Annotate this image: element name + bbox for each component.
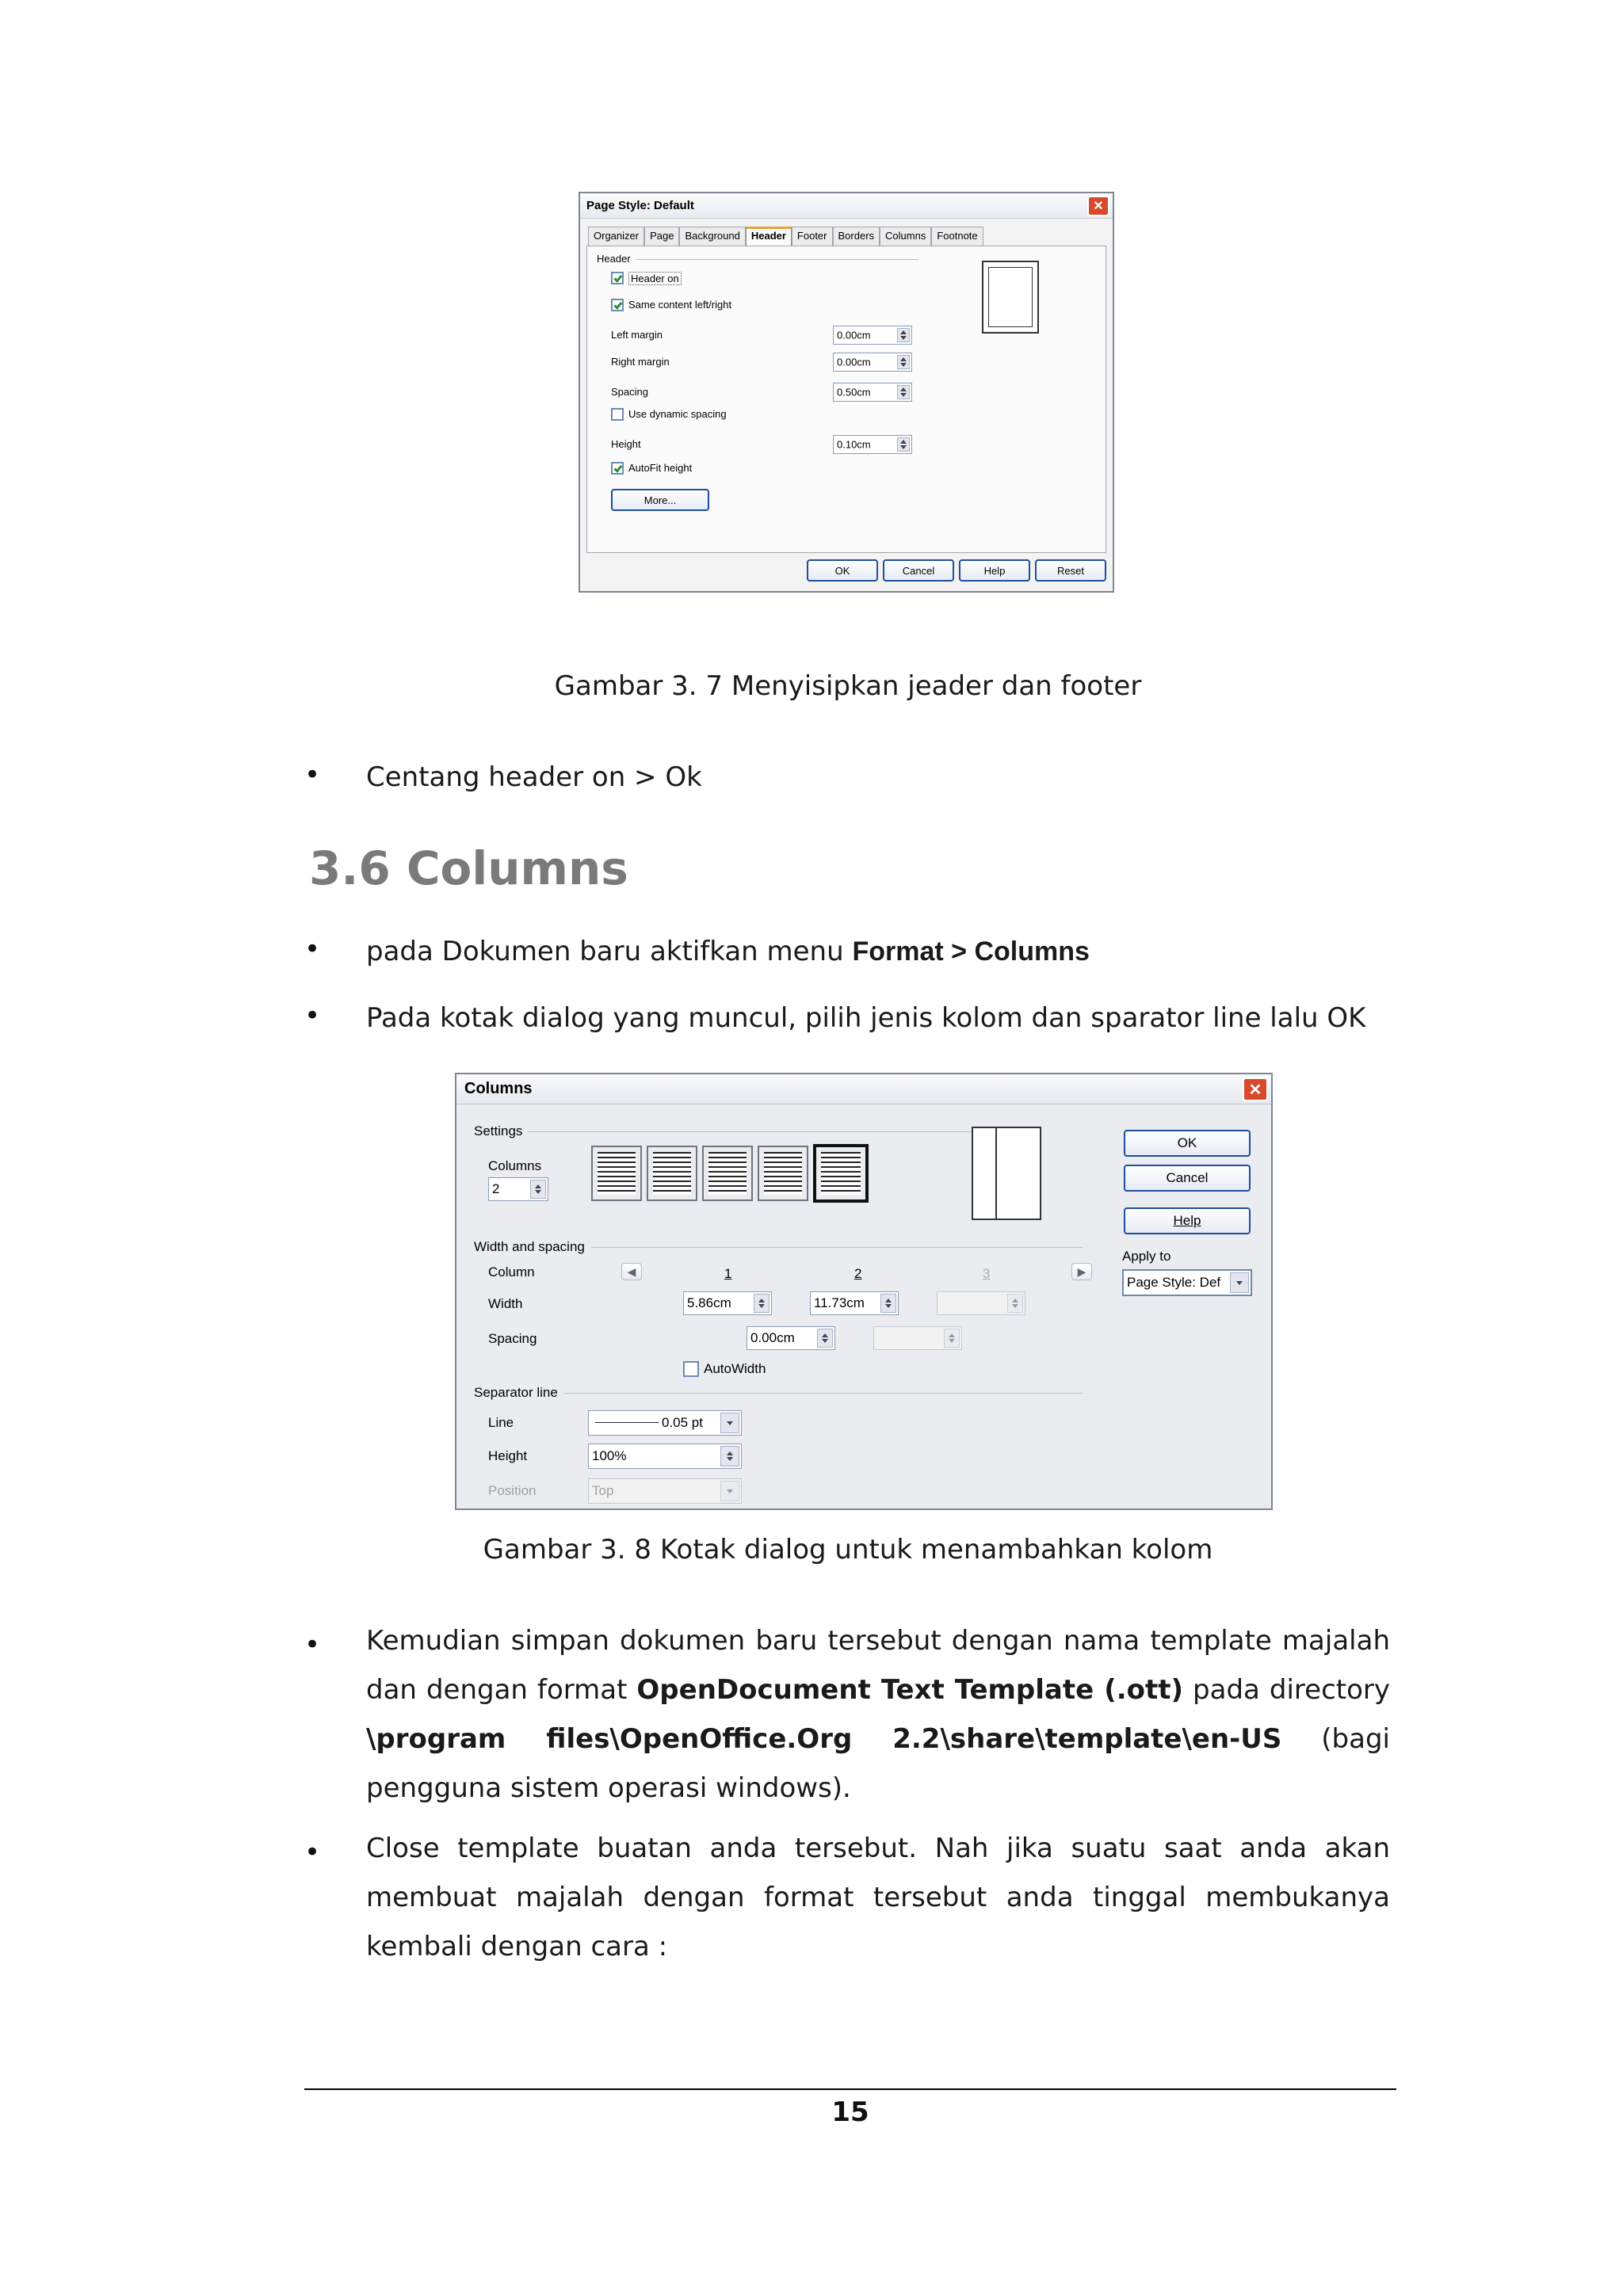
settings-group-line bbox=[528, 1131, 1003, 1132]
figure-caption-1: Gambar 3. 7 Menyisipkan jeader dan footer bbox=[554, 670, 1142, 702]
chevron-down-icon[interactable] bbox=[720, 1413, 739, 1433]
tab-organizer[interactable]: Organizer bbox=[588, 227, 644, 246]
bullet-dot: • bbox=[304, 933, 321, 965]
tab-page[interactable]: Page bbox=[644, 227, 679, 246]
right-margin-spinner[interactable]: 0.00cm bbox=[833, 353, 912, 372]
tab-bar bbox=[588, 227, 983, 246]
dialog-title-bar bbox=[580, 193, 1113, 219]
tab-header[interactable]: Header bbox=[746, 227, 792, 246]
height-spinner[interactable]: 0.10cm bbox=[833, 435, 912, 454]
right-margin-label: Right margin bbox=[611, 356, 670, 368]
footer-rule bbox=[304, 2088, 1396, 2090]
bullet-text-2: pada Dokumen baru aktifkan menu Format > Columns bbox=[366, 936, 1090, 967]
separator-group-line bbox=[564, 1393, 1083, 1394]
position-label: Position bbox=[488, 1483, 537, 1498]
spinner-arrows-icon[interactable] bbox=[897, 328, 910, 342]
tab-footnote[interactable]: Footnote bbox=[931, 227, 983, 246]
bullet-dot: • bbox=[304, 1000, 321, 1032]
bullet-dot: • bbox=[304, 1629, 321, 1661]
bullet-dot: • bbox=[304, 1836, 321, 1868]
spinner-arrows-icon[interactable] bbox=[530, 1180, 546, 1199]
header-preview bbox=[982, 261, 1039, 334]
more-button[interactable]: More... bbox=[611, 489, 709, 511]
spinner-arrows-icon[interactable] bbox=[720, 1446, 739, 1466]
header-group-label: Header bbox=[597, 253, 631, 265]
left-margin-spinner[interactable]: 0.00cm bbox=[833, 326, 912, 345]
spacing-spinner[interactable]: 0.00cm bbox=[747, 1326, 835, 1350]
section-heading: 3.6 Columns bbox=[309, 841, 628, 895]
bullet-text-4: Kemudian simpan dokumen baru tersebut dengan nama template majalah dan dengan format OpenDocument Text Template (.ott) pada directory \program files\OpenOffice.Org 2.2\share\template\en-US (bagi pengguna sistem operasi windows). bbox=[366, 1625, 1390, 1804]
apply-to-select[interactable]: Page Style: Def bbox=[1122, 1269, 1252, 1296]
bullet-text-1: Centang header on > Ok bbox=[366, 761, 702, 793]
spinner-arrows-icon[interactable] bbox=[880, 1294, 896, 1313]
autowidth-label: AutoWidth bbox=[704, 1361, 766, 1376]
spinner-arrows-icon[interactable] bbox=[817, 1329, 833, 1348]
spinner-arrows-icon[interactable] bbox=[897, 385, 910, 399]
header-on-label: Header on bbox=[628, 272, 682, 285]
page-style-dialog bbox=[579, 192, 1114, 593]
tab-borders[interactable]: Borders bbox=[833, 227, 880, 246]
bullet-text-5: Close template buatan anda tersebut. Nah jika suatu saat anda akan membuat majalah dengan format tersebut anda tinggal membukanya kembali dengan cara : bbox=[366, 1833, 1390, 1962]
height-spinner[interactable]: 100% bbox=[588, 1444, 742, 1469]
column-next-icon[interactable]: ▶ bbox=[1071, 1263, 1092, 1280]
close-icon[interactable]: ✕ bbox=[1243, 1077, 1268, 1101]
chevron-down-icon bbox=[720, 1481, 739, 1501]
separator-group-label: Separator line bbox=[474, 1385, 558, 1400]
height-label: Height bbox=[488, 1448, 528, 1463]
help-button[interactable]: Help bbox=[1124, 1207, 1251, 1234]
cancel-button[interactable]: Cancel bbox=[883, 559, 954, 582]
close-icon[interactable]: ✕ bbox=[1087, 196, 1109, 216]
chevron-down-icon[interactable] bbox=[1230, 1272, 1249, 1293]
autofit-label: AutoFit height bbox=[628, 462, 693, 474]
column-label: Column bbox=[488, 1264, 535, 1280]
width-3-spinner bbox=[937, 1291, 1025, 1315]
spinner-arrows-icon bbox=[944, 1329, 960, 1348]
line-label: Line bbox=[488, 1415, 514, 1430]
tab-footer[interactable]: Footer bbox=[792, 227, 833, 246]
column-number-3: 3 bbox=[983, 1266, 991, 1281]
column-layout-left-icon[interactable] bbox=[758, 1146, 808, 1201]
ok-button[interactable]: OK bbox=[807, 559, 878, 582]
spinner-arrows-icon bbox=[1007, 1294, 1023, 1313]
ok-button[interactable]: OK bbox=[1124, 1130, 1251, 1157]
width-spacing-group-label: Width and spacing bbox=[474, 1239, 585, 1254]
column-layout-right-icon[interactable] bbox=[813, 1144, 869, 1203]
dialog-title: Columns bbox=[464, 1080, 533, 1097]
height-label: Height bbox=[611, 438, 641, 450]
spacing-label: Spacing bbox=[611, 386, 648, 398]
page-number: 15 bbox=[831, 2096, 869, 2128]
settings-group-label: Settings bbox=[474, 1123, 523, 1138]
header-on-checkbox[interactable] bbox=[611, 272, 624, 284]
columns-label: Columns bbox=[488, 1158, 542, 1173]
dialog-title: Page Style: Default bbox=[586, 199, 694, 212]
width-1-spinner[interactable]: 5.86cm bbox=[683, 1291, 772, 1315]
preview-page bbox=[988, 267, 1033, 327]
autowidth-checkbox[interactable] bbox=[683, 1361, 699, 1377]
autofit-checkbox[interactable] bbox=[611, 462, 624, 475]
line-sample bbox=[595, 1422, 659, 1423]
left-margin-label: Left margin bbox=[611, 329, 663, 341]
preview-divider bbox=[995, 1128, 997, 1219]
column-number-2: 2 bbox=[854, 1266, 862, 1281]
width-2-spinner[interactable]: 11.73cm bbox=[810, 1291, 899, 1315]
spinner-arrows-icon[interactable] bbox=[754, 1294, 769, 1313]
spacing-2-spinner bbox=[873, 1326, 962, 1350]
line-select[interactable]: 0.05 pt bbox=[588, 1410, 742, 1436]
spinner-arrows-icon[interactable] bbox=[897, 355, 910, 369]
bullet-text-3: Pada kotak dialog yang muncul, pilih jenis kolom dan sparator line lalu OK bbox=[366, 1002, 1366, 1034]
dialog-title-bar bbox=[456, 1074, 1271, 1104]
columns-dialog bbox=[455, 1073, 1273, 1510]
spacing-label: Spacing bbox=[488, 1331, 537, 1346]
tab-background[interactable]: Background bbox=[679, 227, 745, 246]
column-prev-icon[interactable]: ◀ bbox=[621, 1263, 642, 1280]
figure-caption-2: Gambar 3. 8 Kotak dialog untuk menambahkan kolom bbox=[483, 1534, 1213, 1566]
columns-preview bbox=[972, 1127, 1041, 1220]
width-label: Width bbox=[488, 1296, 523, 1311]
dynamic-spacing-label: Use dynamic spacing bbox=[628, 408, 727, 420]
cancel-button[interactable]: Cancel bbox=[1124, 1165, 1251, 1192]
dynamic-spacing-checkbox[interactable] bbox=[611, 408, 624, 421]
bullet-dot: • bbox=[304, 759, 321, 791]
header-tab-panel bbox=[586, 246, 1106, 553]
reset-button[interactable]: Reset bbox=[1035, 559, 1106, 582]
help-button[interactable]: Help bbox=[959, 559, 1030, 582]
column-number-1: 1 bbox=[724, 1266, 732, 1281]
column-layout-1-icon[interactable] bbox=[591, 1146, 642, 1201]
same-content-label: Same content left/right bbox=[628, 299, 732, 311]
column-layout-3-icon[interactable] bbox=[702, 1146, 753, 1201]
column-layout-2-icon[interactable] bbox=[647, 1146, 697, 1201]
columns-spinner[interactable]: 2 bbox=[488, 1177, 548, 1201]
header-group-line bbox=[636, 259, 918, 260]
position-select: Top bbox=[588, 1478, 742, 1504]
spacing-spinner[interactable]: 0.50cm bbox=[833, 383, 912, 402]
apply-to-label: Apply to bbox=[1122, 1249, 1171, 1264]
spinner-arrows-icon[interactable] bbox=[897, 437, 910, 452]
width-spacing-group-line bbox=[591, 1247, 1083, 1248]
same-content-checkbox[interactable] bbox=[611, 299, 624, 311]
tab-columns[interactable]: Columns bbox=[880, 227, 931, 246]
